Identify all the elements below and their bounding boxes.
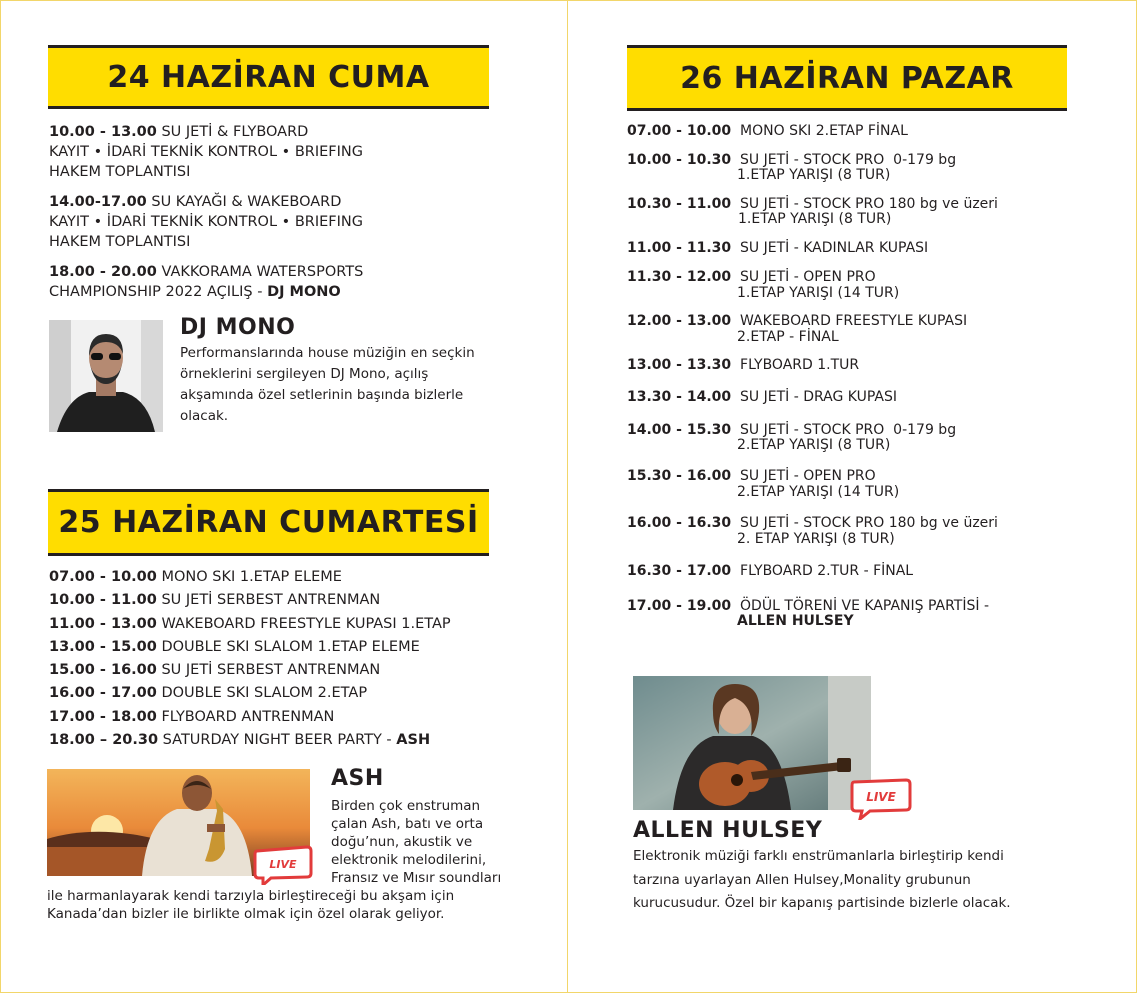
ash-desc-line-3: doğu’nun, akustik ve	[331, 834, 473, 850]
day3-item-10	[627, 468, 876, 484]
ash-name: ASH	[331, 766, 384, 791]
day1-item-1-line3: HAKEM TOPLANTISI	[49, 164, 191, 180]
day2-item-3-time: 11.00 - 13.00	[49, 615, 157, 632]
day2-item-8-text: SATURDAY NIGHT BEER PARTY -	[158, 732, 397, 749]
dj-mono-photo	[49, 320, 163, 432]
day3-item-2-time: 10.00 - 10.30	[627, 152, 732, 168]
day3-item-8-time: 13.30 - 14.00	[627, 389, 732, 405]
day1-banner	[48, 45, 489, 109]
day2-item-7-time: 17.00 - 18.00	[49, 708, 157, 725]
day3-item-12-time: 16.30 - 17.00	[627, 563, 732, 579]
day3-item-5	[627, 269, 876, 285]
day3-item-10-sub: 2.ETAP YARIŞI (14 TUR)	[737, 484, 900, 500]
day3-item-1	[627, 123, 908, 139]
day3-item-6-time: 12.00 - 13.00	[627, 313, 732, 329]
ash-description	[331, 797, 531, 887]
day2-item-5	[49, 659, 529, 682]
day3-item-10-text: SU JETİ - OPEN PRO	[731, 468, 876, 484]
day2-item-6-time: 16.00 - 17.00	[49, 685, 157, 702]
day3-item-9-time: 14.00 - 15.30	[627, 422, 732, 438]
day3-item-5-text: SU JETİ - OPEN PRO	[731, 269, 876, 285]
day1-item-3-artist: DJ MONO	[267, 284, 341, 300]
day1-item-2-time: 14.00-17.00	[49, 194, 147, 210]
day3-item-3	[627, 196, 998, 212]
allen-hulsey-photo	[633, 676, 871, 810]
page-divider	[567, 0, 568, 993]
day2-item-2-time: 10.00 - 11.00	[49, 592, 157, 609]
day2-item-2	[49, 589, 529, 612]
day3-item-2-text: SU JETİ - STOCK PRO 0-179 bg	[731, 152, 957, 168]
day1-schedule	[49, 122, 519, 302]
ash-live-badge	[253, 845, 313, 885]
day3-item-5-sub: 1.ETAP YARIŞI (14 TUR)	[737, 285, 900, 301]
day1-item-2-text: SU KAYAĞI & WAKEBOARD	[146, 194, 342, 210]
allen-hulsey-live-text: LIVE	[866, 790, 896, 804]
day1-item-1-text: SU JETİ & FLYBOARD	[156, 124, 309, 140]
day3-item-4	[627, 240, 928, 256]
day3-item-9-text: SU JETİ - STOCK PRO 0-179 bg	[731, 422, 957, 438]
allen-hulsey-name: ALLEN HULSEY	[633, 818, 823, 843]
day3-item-5-time: 11.30 - 12.00	[627, 269, 732, 285]
day2-title: 25 HAZİRAN CUMARTESİ	[58, 505, 479, 540]
day3-item-7-text: FLYBOARD 1.TUR	[731, 357, 860, 373]
day1-item-1-time: 10.00 - 13.00	[49, 124, 157, 140]
day3-item-13	[627, 598, 989, 614]
day1-title: 24 HAZİRAN CUMA	[107, 59, 430, 95]
day1-item-3-time: 18.00 - 20.00	[49, 264, 157, 280]
day1-item-2-line3: HAKEM TOPLANTISI	[49, 234, 191, 250]
allen-desc-line-3: kurucusudur. Özel bir kapanış partisinde bizlerle olacak.	[633, 895, 1011, 911]
day3-item-8-text: SU JETİ - DRAG KUPASI	[731, 389, 897, 405]
day3-item-8	[627, 389, 897, 405]
day2-item-8-time: 18.00 – 20.30	[49, 732, 159, 749]
day3-item-10-time: 15.30 - 16.00	[627, 468, 732, 484]
day2-item-1-text: MONO SKI 1.ETAP ELEME	[156, 569, 342, 585]
allen-hulsey-live-badge	[848, 778, 914, 820]
day2-item-6-text: DOUBLE SKI SLALOM 2.ETAP	[156, 685, 368, 702]
day2-item-3	[49, 613, 529, 636]
day2-item-4-text: DOUBLE SKI SLALOM 1.ETAP ELEME	[156, 638, 420, 655]
day2-item-1	[49, 566, 529, 589]
ash-desc-wide-line-1: ile harmanlayarak kendi tarzıyla birleştireceği bu akşam için	[47, 888, 455, 904]
allen-hulsey-description	[633, 845, 1113, 916]
day2-item-6	[49, 682, 529, 705]
dj-mono-name: DJ MONO	[180, 315, 296, 340]
day3-item-6-sub: 2.ETAP - FİNAL	[737, 329, 839, 345]
day2-item-5-text: SU JETİ SERBEST ANTRENMAN	[156, 662, 381, 679]
day3-item-6-text: WAKEBOARD FREESTYLE KUPASI	[731, 313, 968, 329]
allen-desc-line-1: Elektronik müziği farklı enstrümanlarla birleştirip kendi	[633, 848, 1004, 864]
day1-item-3	[49, 262, 519, 302]
day2-schedule	[49, 566, 529, 752]
ash-desc-line-4: elektronik melodilerini,	[331, 852, 487, 868]
ash-desc-line-2: çalan Ash, batı ve orta	[331, 816, 484, 832]
allen-hulsey-photo-art	[633, 676, 871, 810]
day2-item-5-time: 15.00 - 16.00	[49, 662, 157, 679]
day3-item-13-text: ÖDÜL TÖRENİ VE KAPANIŞ PARTİSİ -	[731, 598, 989, 614]
day3-item-11-sub: 2. ETAP YARIŞI (8 TUR)	[737, 531, 895, 547]
day2-item-7-text: FLYBOARD ANTRENMAN	[156, 708, 335, 725]
dj-mono-photo-art	[49, 320, 163, 432]
day2-banner	[48, 489, 489, 556]
day3-item-11-text: SU JETİ - STOCK PRO 180 bg ve üzeri	[731, 515, 998, 531]
day2-item-4	[49, 636, 529, 659]
day2-item-8	[49, 729, 529, 752]
day3-item-3-time: 10.30 - 11.00	[627, 196, 732, 212]
day3-item-11	[627, 515, 998, 531]
day3-item-12	[627, 563, 913, 579]
day3-item-9	[627, 422, 956, 438]
day3-item-2-sub: 1.ETAP YARIŞI (8 TUR)	[737, 167, 891, 183]
day3-item-3-text: SU JETİ - STOCK PRO 180 bg ve üzeri	[731, 196, 998, 212]
day1-item-2	[49, 192, 519, 252]
day1-item-2-line2: KAYIT • İDARİ TEKNİK KONTROL • BRIEFING	[49, 214, 363, 230]
day1-item-1-line2: KAYIT • İDARİ TEKNİK KONTROL • BRIEFING	[49, 144, 363, 160]
day3-item-12-text: FLYBOARD 2.TUR - FİNAL	[731, 563, 914, 579]
day2-item-2-text: SU JETİ SERBEST ANTRENMAN	[156, 592, 381, 609]
ash-desc-wide-line-2: Kanada’dan bizler ile birlikte olmak için özel olarak geliyor.	[47, 906, 445, 922]
day3-item-13-artist: ALLEN HULSEY	[737, 613, 854, 629]
day3-item-9-sub: 2.ETAP YARIŞI (8 TUR)	[737, 437, 891, 453]
day3-item-3-sub: 1.ETAP YARIŞI (8 TUR)	[738, 211, 892, 227]
ash-desc-line-5: Fransız ve Mısır soundları	[331, 870, 502, 886]
ash-description-wide	[47, 887, 547, 923]
day2-item-4-time: 13.00 - 15.00	[49, 638, 157, 655]
day1-item-3-text: VAKKORAMA WATERSPORTS	[156, 264, 364, 280]
day1-item-1	[49, 122, 519, 182]
day3-item-4-text: SU JETİ - KADINLAR KUPASI	[731, 240, 929, 256]
day3-item-6	[627, 313, 967, 329]
day1-item-3-line2: CHAMPIONSHIP 2022 AÇILIŞ -	[49, 284, 268, 300]
dj-mono-description: Performanslarında house müziğin en seçkin örneklerini sergileyen DJ Mono, açılış akşamında özel setlerinin başında bizlerle olacak.	[180, 345, 475, 424]
day2-item-1-time: 07.00 - 10.00	[49, 569, 157, 585]
day3-title: 26 HAZİRAN PAZAR	[680, 60, 1014, 96]
day3-item-1-text: MONO SKI 2.ETAP FİNAL	[731, 123, 908, 139]
day3-item-4-time: 11.00 - 11.30	[627, 240, 732, 256]
ash-desc-line-1: Birden çok enstruman	[331, 798, 481, 814]
day3-item-1-time: 07.00 - 10.00	[627, 123, 732, 139]
day3-item-2	[627, 152, 956, 168]
day2-item-7	[49, 706, 529, 729]
ash-live-text: LIVE	[269, 858, 297, 871]
day3-item-7-time: 13.00 - 13.30	[627, 357, 732, 373]
allen-desc-line-2: tarzına uyarlayan Allen Hulsey,Monality grubunun	[633, 871, 971, 888]
day3-item-11-time: 16.00 - 16.30	[627, 515, 732, 531]
day3-item-13-time: 17.00 - 19.00	[627, 598, 732, 614]
day3-banner	[627, 45, 1067, 111]
day2-item-3-text: WAKEBOARD FREESTYLE KUPASI 1.ETAP	[156, 615, 451, 632]
day3-item-7	[627, 357, 859, 373]
day2-item-8-artist: ASH	[396, 732, 431, 749]
